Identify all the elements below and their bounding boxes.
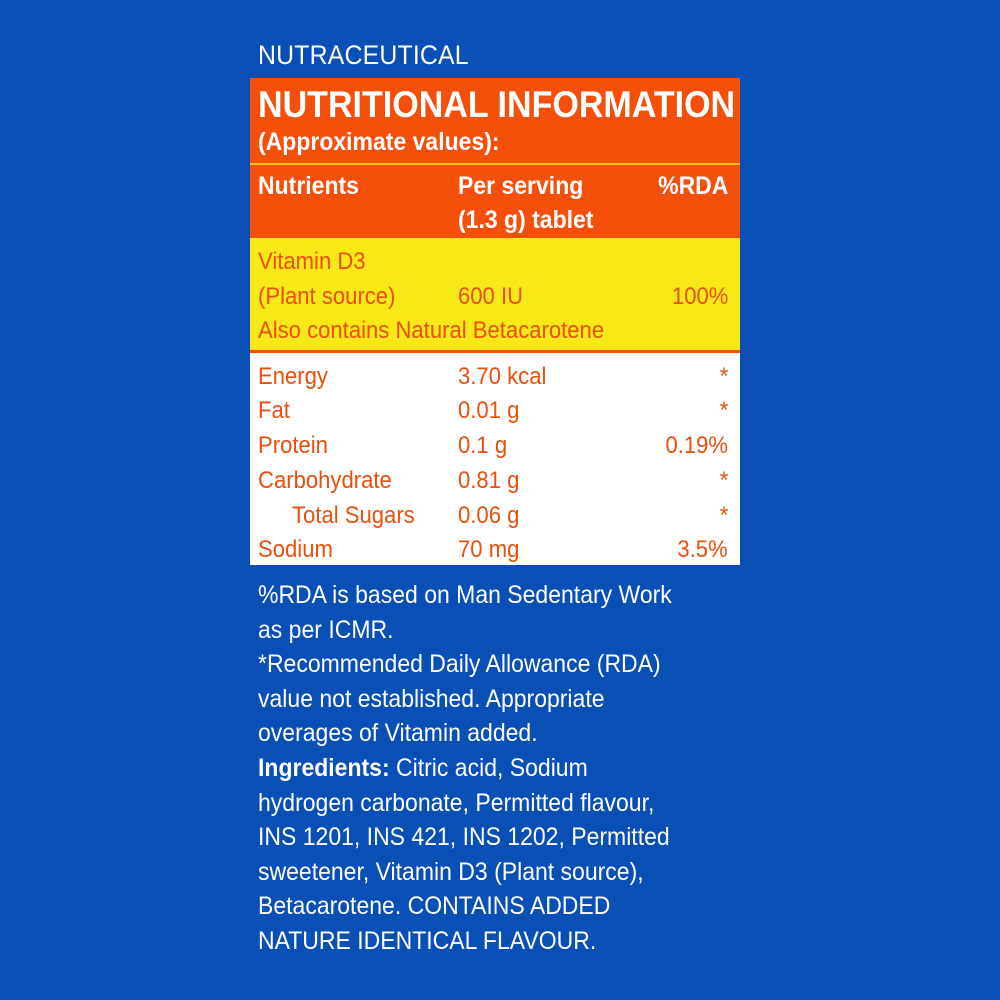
rda-note-line: value not established. Appropriate: [258, 684, 605, 713]
nutrient-amount: 0.01 g: [458, 397, 520, 424]
ingredients-label: Ingredients:: [258, 753, 390, 782]
nutrient-name: Fat: [258, 397, 290, 424]
nutrition-title: NUTRITIONAL INFORMATION: [258, 84, 736, 125]
ingredients-line: sweetener, Vitamin D3 (Plant source),: [258, 857, 644, 886]
column-header-per-serving: Per serving: [458, 172, 584, 200]
table-row: [250, 536, 740, 570]
table-row: [250, 397, 740, 431]
nutrient-amount: 0.06 g: [458, 502, 520, 529]
nutrient-name: Carbohydrate: [258, 467, 392, 494]
vitamin-name: Vitamin D3: [258, 248, 366, 275]
nutrient-name: Sodium: [258, 536, 333, 563]
nutrient-rda: *: [719, 397, 728, 424]
category-tag: NUTRACEUTICAL: [258, 40, 469, 70]
label-notes: [258, 578, 758, 959]
nutrient-rda: *: [719, 363, 728, 390]
nutrient-table: [250, 350, 740, 565]
vitamin-rda: 100%: [671, 283, 728, 310]
table-row: [250, 363, 740, 397]
betacarotene-note: Also contains Natural Betacarotene: [258, 317, 605, 344]
nutrient-amount: 3.70 kcal: [458, 363, 547, 390]
nutrition-panel: [250, 78, 740, 565]
nutrient-rda: *: [719, 467, 728, 494]
nutrient-rda: 3.5%: [677, 536, 728, 563]
table-row: [250, 502, 740, 536]
vitamin-source: (Plant source): [258, 283, 396, 310]
ingredients-line: Betacarotene. CONTAINS ADDED: [258, 892, 611, 921]
nutrition-subtitle: (Approximate values):: [258, 128, 500, 156]
nutrient-amount: 70 mg: [458, 536, 520, 563]
rda-basis-line: %RDA is based on Man Sedentary Work: [258, 581, 672, 609]
rda-note-line: overages of Vitamin added.: [258, 719, 538, 748]
nutrient-name: Protein: [258, 432, 328, 459]
table-row: [250, 467, 740, 501]
column-header-rda: %RDA: [657, 172, 728, 200]
ingredients-line: hydrogen carbonate, Permitted flavour,: [258, 788, 655, 817]
rda-basis-line: as per ICMR.: [258, 615, 394, 644]
rda-note-line: *Recommended Daily Allowance (RDA): [258, 650, 661, 679]
vitamin-highlight-block: [250, 238, 740, 350]
nutrient-rda: *: [719, 502, 728, 529]
ingredients-text: Citric acid, Sodium: [389, 753, 588, 782]
nutrient-amount: 0.81 g: [458, 467, 520, 494]
column-header-nutrients: Nutrients: [258, 172, 359, 200]
ingredients-line: [258, 751, 718, 786]
header-divider: [250, 163, 740, 165]
nutrient-name: Total Sugars: [292, 502, 415, 529]
nutrient-rda: 0.19%: [665, 432, 728, 459]
column-header-serving-size: (1.3 g) tablet: [458, 206, 594, 234]
table-row: [250, 432, 740, 466]
ingredients-line: INS 1201, INS 421, INS 1202, Permitted: [258, 823, 670, 852]
nutrition-header-block: [250, 78, 740, 238]
ingredients-line: NATURE IDENTICAL FLAVOUR.: [258, 926, 597, 955]
vitamin-amount: 600 IU: [458, 283, 524, 310]
nutrient-amount: 0.1 g: [458, 432, 508, 459]
nutrient-name: Energy: [258, 363, 328, 390]
